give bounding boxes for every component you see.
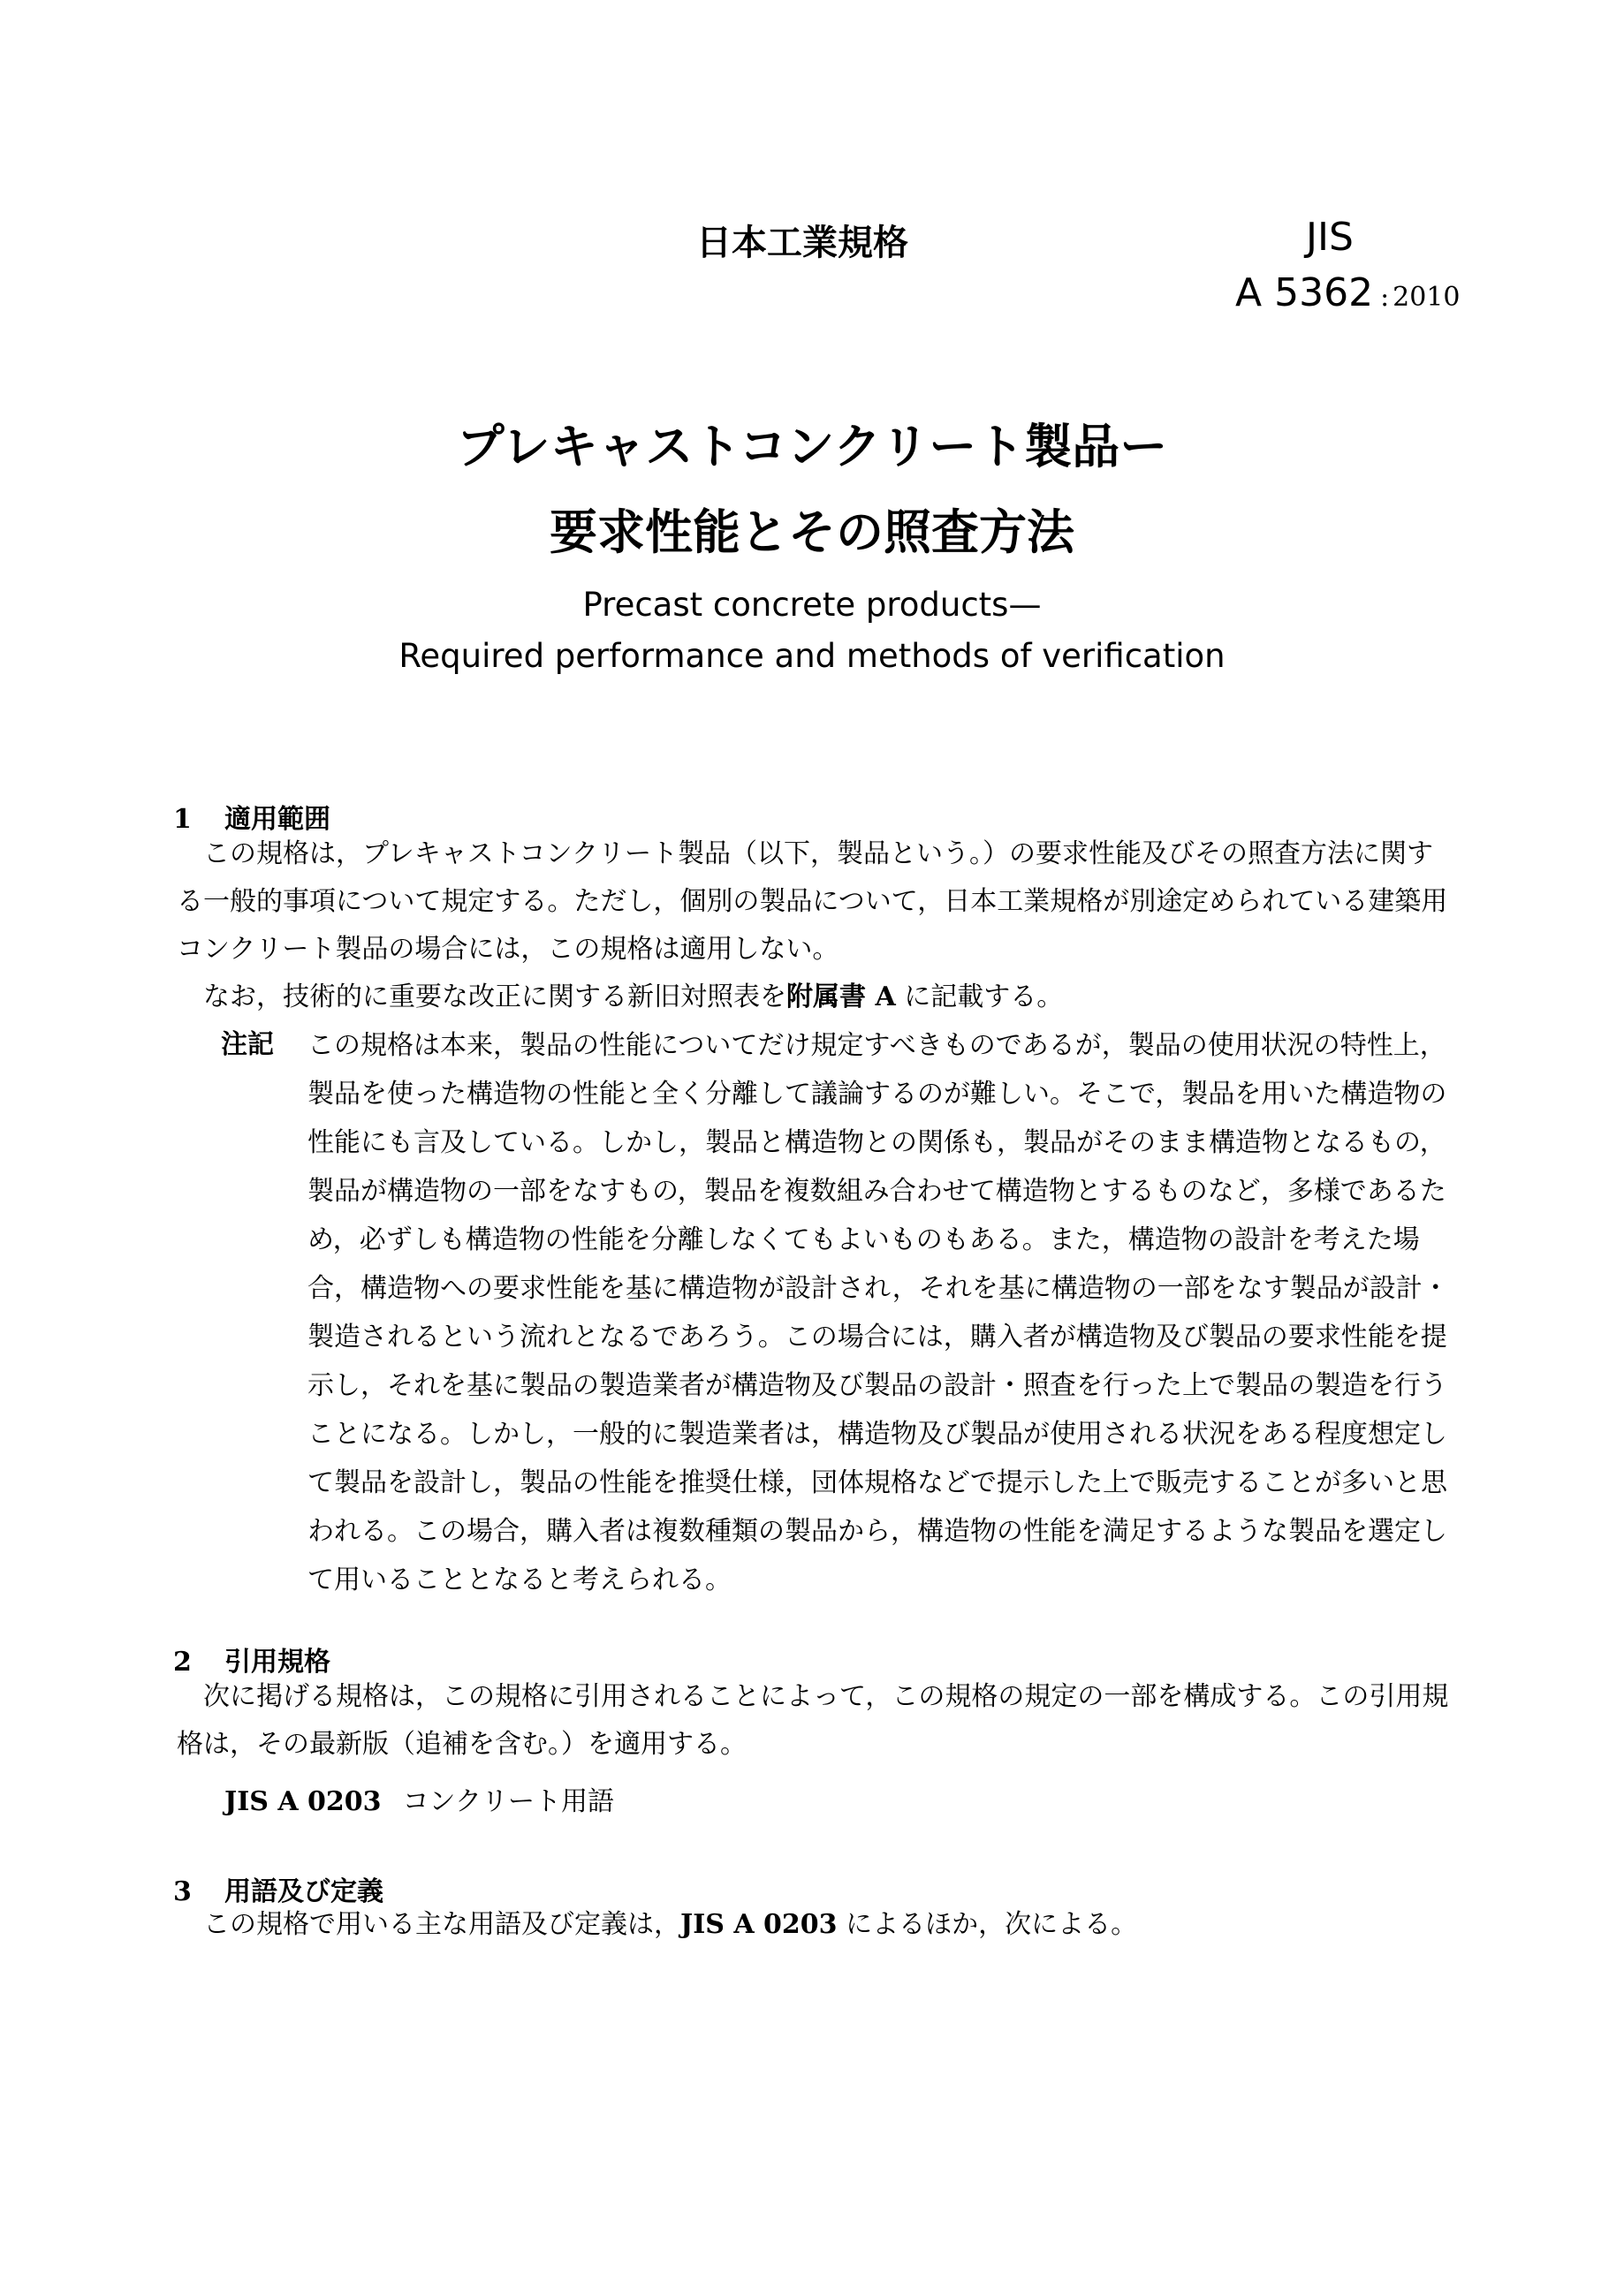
annex-a-reference: 附属書 A xyxy=(786,981,896,1012)
jis-year: 2010 xyxy=(1393,282,1461,313)
section-1-paragraph-1: この規格は，プレキャストコンクリート製品（以下，製品という。）の要求性能及びその照査方法に関する一般的事項について規定する。ただし，個別の製品について，日本工業規格が別途定められている建築用コンクリート製品の場合には，この規格は適用しない。 xyxy=(177,838,1448,965)
section-3-paragraph-tail: によるほか，次による。 xyxy=(837,1909,1138,1940)
section-3-number: 3 xyxy=(173,1876,192,1907)
title-english-line1: Precast concrete products— xyxy=(582,586,1042,624)
title-english-line2: Required performance and methods of verification xyxy=(398,637,1226,675)
section-3-title: 用語及び定義 xyxy=(224,1876,383,1907)
section-1-title: 適用範囲 xyxy=(224,804,330,835)
section-1-number: 1 xyxy=(173,804,192,835)
reference-code: JIS A 0203 xyxy=(224,1786,382,1817)
section-3-paragraph-lead: この規格で用いる主な用語及び定義は， xyxy=(203,1909,680,1940)
section-2-title: 引用規格 xyxy=(224,1647,330,1678)
jis-label: JIS xyxy=(1306,215,1354,260)
section-2-number: 2 xyxy=(173,1647,192,1678)
reference-title: コンクリート用語 xyxy=(402,1786,614,1817)
jis-number: A 5362 xyxy=(1235,270,1374,315)
section-1-paragraph-2 xyxy=(203,974,1063,1021)
section-3-reference-code: JIS A 0203 xyxy=(680,1909,838,1940)
title-japanese-line2: 要求性能とその照査方法 xyxy=(550,504,1074,560)
jis-number-line xyxy=(1235,270,1461,315)
note-body: この規格は本来，製品の性能についてだけ規定すべきものであるが，製品の使用状況の特性上，製品を使った構造物の性能と全く分離して議論するのが難しい。そこで，製品を用いた構造物の性能にも言及している。しかし，製品と構造物との関係も，製品がそのまま構造物となるもの，製品が構造物の一部をなすもの，製品を複数組み合わせて構造物とするものなど，多様であるため，必ずしも構造物の性能を分離しなくてもよいものもある。また，構造物の設計を考えた場合，構造物への要求性能を基に構造物が設計され，それを基に構造物の一部をなす製品が設計・製造されるという流れとなるであろう。この場合には，購入者が構造物及び製品の要求性能を提示し，それを基に製品の製造業者が構造物及び製品の設計・照査を行った上で製品の製造を行うことになる。しかし，一般的に製造業者は，構造物及び製品が使用される状況をある程度想定して製品を設計し，製品の性能を推奨仕様，団体規格などで提示した上で販売することが多いと思われる。この場合，購入者は複数種類の製品から，構造物の性能を満足するような製品を選定して用いることとなると考えられる。 xyxy=(307,1030,1449,1595)
title-japanese-line1: プレキャストコンクリート製品ー xyxy=(456,419,1168,474)
note-label: 注記 xyxy=(221,1029,274,1060)
section-1-paragraph-2-tail: に記載する。 xyxy=(895,981,1064,1012)
section-1-paragraph-2-lead: なお，技術的に重要な改正に関する新旧対照表を xyxy=(203,981,786,1012)
jis-separator: : xyxy=(1380,282,1390,313)
section-2-paragraph-1: 次に掲げる規格は，この規格に引用されることによって，この規格の規定の一部を構成する。この引用規格は，その最新版（追補を含む。）を適用する。 xyxy=(177,1681,1449,1760)
section-3-paragraph-1 xyxy=(203,1901,1137,1949)
standard-name: 日本工業規格 xyxy=(696,223,908,263)
normative-reference-item xyxy=(224,1779,614,1818)
